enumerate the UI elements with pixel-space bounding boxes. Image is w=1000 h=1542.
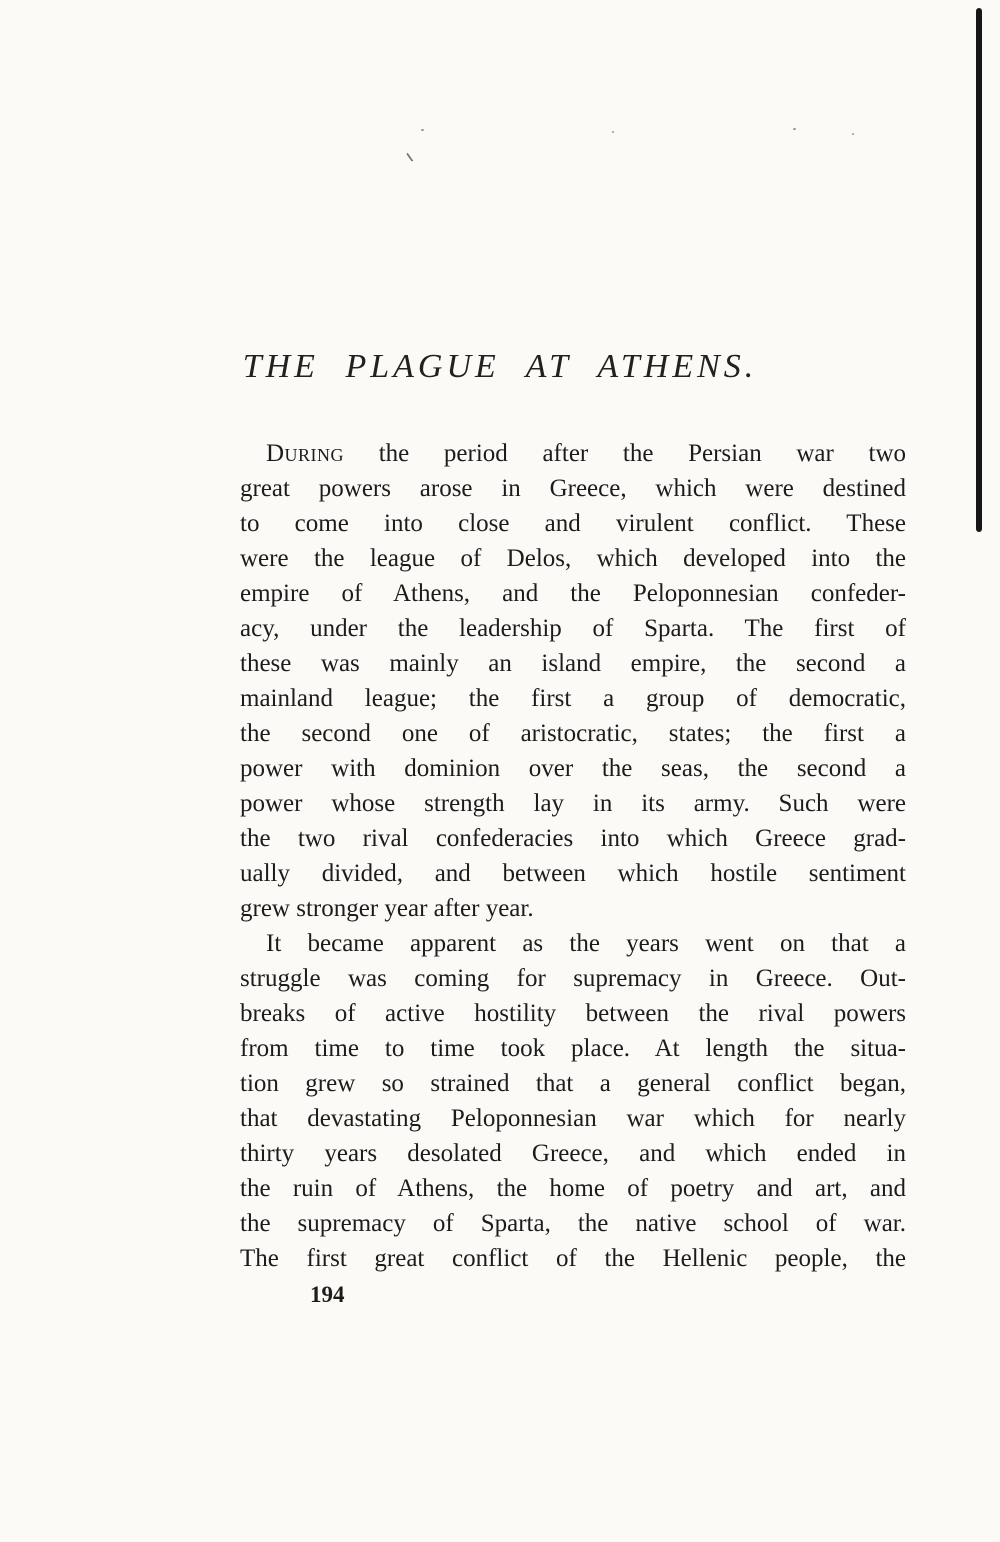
- text-line: great powers arose in Greece, which were destined: [240, 475, 906, 502]
- text-line: power whose strength lay in its army. Such were: [240, 790, 906, 817]
- scan-speckle: [793, 128, 796, 130]
- text-line: to come into close and virulent conflict. These: [240, 510, 906, 537]
- text-line: power with dominion over the seas, the second a: [240, 755, 906, 782]
- text-line: tion grew so strained that a general conflict began,: [240, 1070, 906, 1097]
- body-text: [240, 436, 906, 1276]
- text-line: ually divided, and between which hostile sentiment: [240, 860, 906, 887]
- scan-speckle: [612, 131, 614, 133]
- page-number: 194: [310, 1282, 345, 1307]
- text-line: that devastating Peloponnesian war which for nearly: [240, 1105, 906, 1132]
- scan-edge-artifact: [976, 8, 982, 532]
- text-line: thirty years desolated Greece, and which ended in: [240, 1140, 906, 1167]
- page-title: THE PLAGUE AT ATHENS.: [242, 348, 758, 385]
- text-line-rest: the period after the Persian war two: [344, 440, 906, 467]
- text-line: acy, under the leadership of Sparta. The first of: [240, 615, 906, 642]
- text-line: empire of Athens, and the Peloponnesian confeder-: [240, 580, 906, 607]
- text-line: It became apparent as the years went on that a: [266, 930, 906, 957]
- text-line: these was mainly an island empire, the second a: [240, 650, 906, 677]
- text-line: grew stronger year after year.: [240, 895, 534, 922]
- text-line: from time to time took place. At length the situa-: [240, 1035, 906, 1062]
- text-line: the supremacy of Sparta, the native school of war.: [240, 1210, 906, 1237]
- text-line: The first great conflict of the Hellenic people, the: [240, 1245, 906, 1272]
- text-line: mainland league; the first a group of democratic,: [240, 685, 906, 712]
- text-line: the ruin of Athens, the home of poetry and art, and: [240, 1175, 906, 1202]
- text-line: the two rival confederacies into which Greece grad-: [240, 825, 906, 852]
- lead-word: During: [266, 440, 345, 467]
- text-line: breaks of active hostility between the rival powers: [240, 1000, 906, 1027]
- scan-speckle: [852, 133, 854, 135]
- text-line: were the league of Delos, which developed into the: [240, 545, 906, 572]
- text-line: struggle was coming for supremacy in Greece. Out-: [240, 965, 906, 992]
- scan-speckle: [421, 129, 424, 131]
- text-line: the second one of aristocratic, states; the first a: [240, 720, 906, 747]
- text-line: [240, 436, 906, 471]
- scan-speckle: [406, 148, 420, 162]
